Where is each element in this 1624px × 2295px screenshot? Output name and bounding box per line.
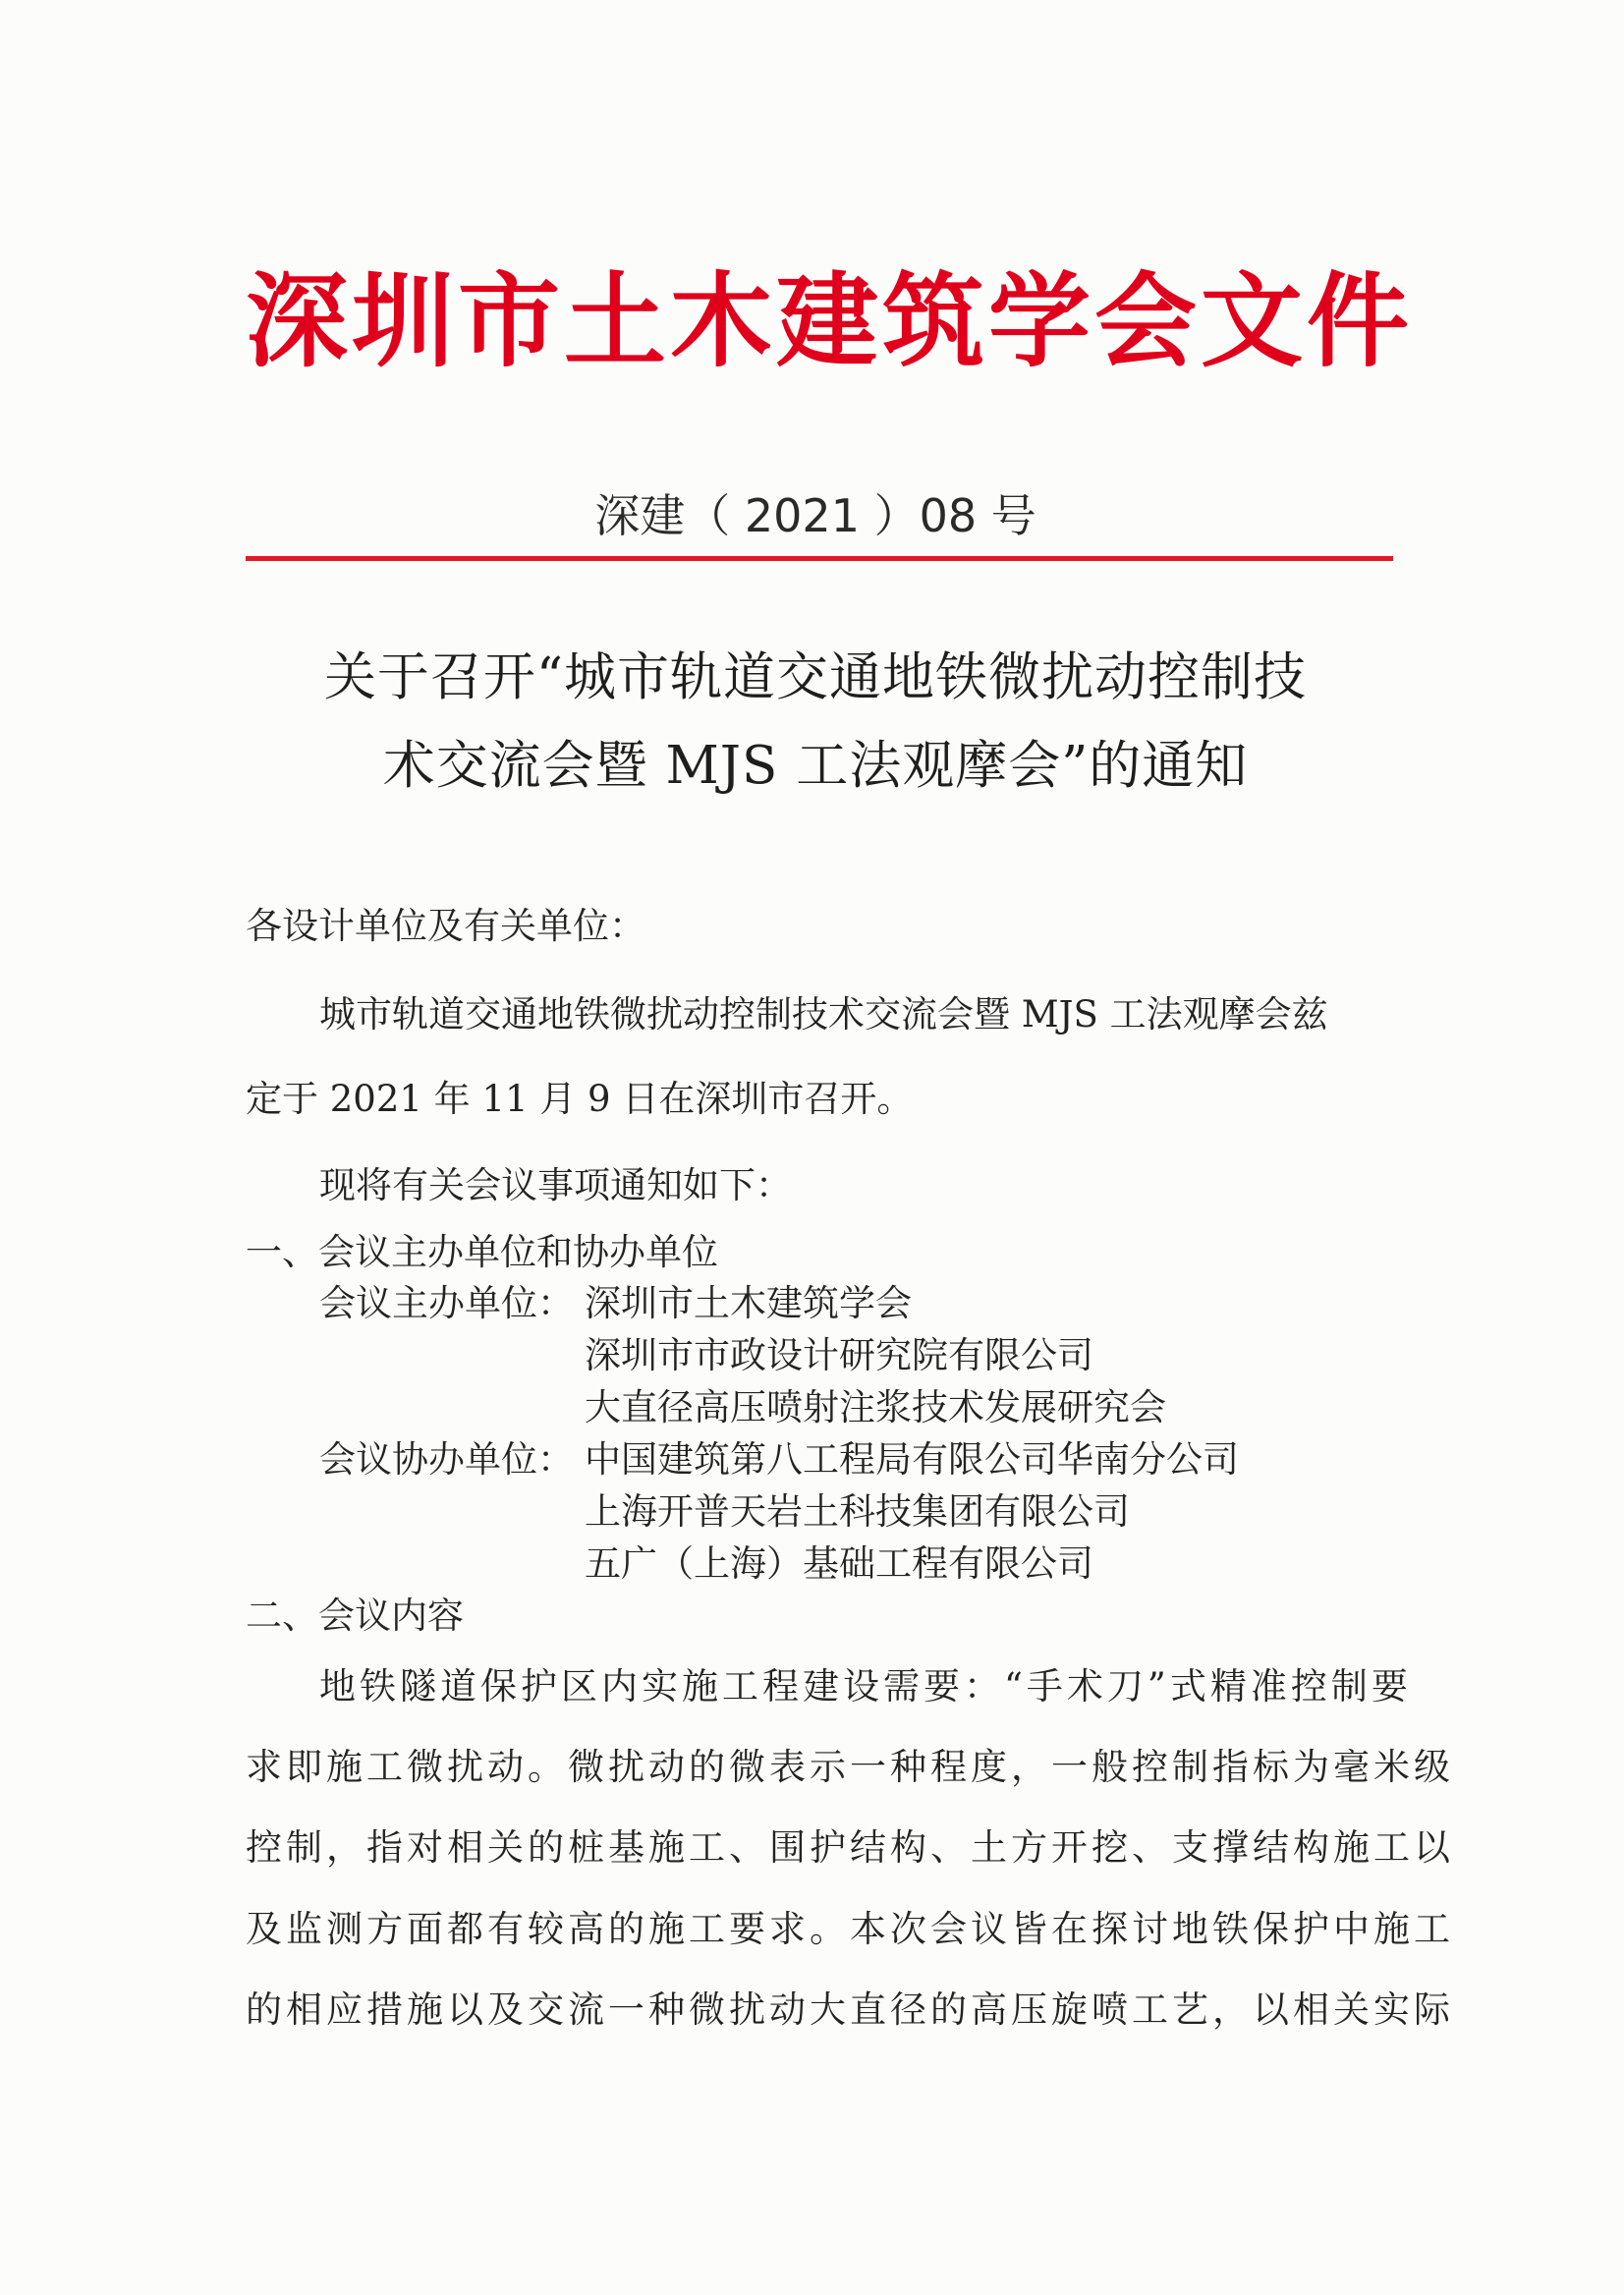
notice-title-line-1: 关于召开“城市轨道交通地铁微扰动控制技 [323, 647, 1308, 707]
host-label: 会议主办单位： [319, 1282, 574, 1324]
co-organizer-2: 上海开普天岩土科技集团有限公司 [585, 1490, 1130, 1533]
host-org-2: 深圳市市政设计研究院有限公司 [585, 1334, 1093, 1376]
co-organizer-3: 五广（上海）基础工程有限公司 [585, 1542, 1093, 1585]
co-organizer-label: 会议协办单位： [319, 1438, 574, 1481]
content-line-4: 及监测方面都有较高的施工要求。本次会议皆在探讨地铁保护中施工 [246, 1908, 1454, 1950]
document-number: 深建（ 2021 ）08 号 [594, 489, 1036, 542]
content-line-5: 的相应措施以及交流一种微扰动大直径的高压旋喷工艺，以相关实际 [246, 1988, 1454, 2031]
intro-line-1: 城市轨道交通地铁微扰动控制技术交流会暨 MJS 工法观摩会兹 [319, 993, 1328, 1036]
co-organizer-1: 中国建筑第八工程局有限公司华南分公司 [585, 1438, 1239, 1481]
section-1-heading: 一、会议主办单位和协办单位 [246, 1231, 718, 1273]
org-letterhead-title: 深圳市土木建筑学会文件 [246, 261, 1414, 381]
notice-title [241, 634, 1390, 811]
content-line-3: 控制，指对相关的桩基施工、围护结构、土方开挖、支撑结构施工以 [246, 1826, 1454, 1869]
notice-title-line-2: 术交流会暨 MJS 工法观摩会”的通知 [382, 736, 1249, 796]
host-org-3: 大直径高压喷射注浆技术发展研究会 [585, 1386, 1166, 1428]
intro-line-3: 现将有关会议事项通知如下： [319, 1164, 792, 1206]
salutation: 各设计单位及有关单位： [246, 905, 645, 947]
intro-line-2: 定于 2021 年 11 月 9 日在深圳市召开。 [246, 1078, 914, 1120]
host-org-1: 深圳市土木建筑学会 [585, 1282, 912, 1324]
content-line-1: 地铁隧道保护区内实施工程建设需要：“手术刀”式精准控制要 [319, 1665, 1412, 1707]
red-divider-line [246, 556, 1393, 561]
content-line-2: 求即施工微扰动。微扰动的微表示一种程度，一般控制指标为毫米级 [246, 1746, 1454, 1788]
section-2-heading: 二、会议内容 [246, 1595, 464, 1637]
